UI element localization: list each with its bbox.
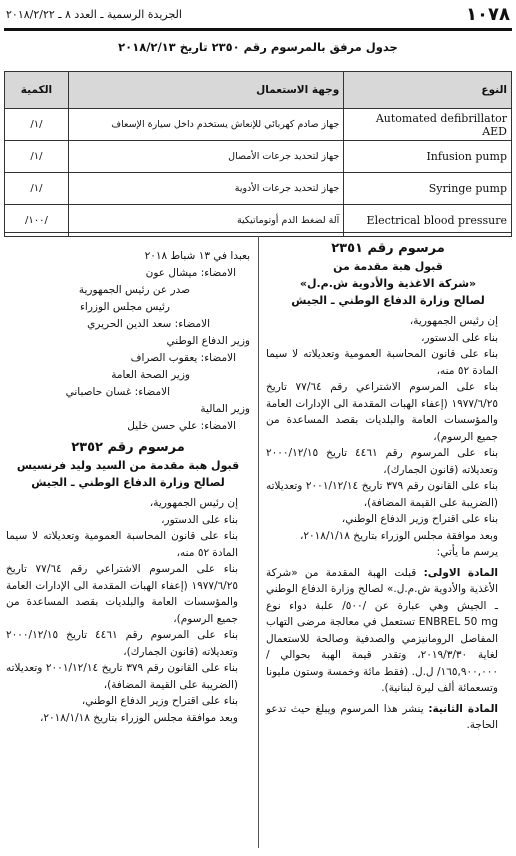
paragraph: بناء على المرسوم الاشتراعي رقم ٧٧/٦٤ تاريخ ١٩٧٧/٦/٢٥ (إعفاء الهبات المقدمة الى الإدارات العامة والمؤسسات العامة والبلديات بقصد المساعدة من جميع الرسوم)، bbox=[266, 381, 498, 443]
header-qty: الكمية bbox=[5, 72, 69, 109]
cell-qty: /١٠٠/ bbox=[25, 215, 48, 226]
paragraph: وبعد موافقة مجلس الوزراء بتاريخ ٢٠١٨/١/١٨، bbox=[300, 529, 498, 542]
decree-title-line: لصالح وزارة الدفاع الوطني ـ الجيش bbox=[291, 294, 485, 307]
paragraph: بناء على قانون المحاسبة العمومية وتعديلاته لا سيما المادة ٥٢ منه، bbox=[6, 530, 238, 559]
left-column bbox=[6, 248, 250, 726]
cell-type: Infusion pump bbox=[426, 150, 507, 163]
signature-line: وزير الصحة العامة bbox=[111, 369, 190, 381]
article-2 bbox=[266, 701, 510, 734]
signature-line: الامضاء: يعقوب الصراف bbox=[130, 352, 236, 364]
cell-qty: /١/ bbox=[30, 151, 43, 162]
paragraph: بناء على اقتراح وزير الدفاع الوطني، bbox=[341, 513, 498, 525]
table-title: جدول مرفق بالمرسوم رقم ٢٣٥٠ تاريخ ٢٠١٨/٢/١٣ bbox=[118, 40, 398, 54]
paragraph: وبعد موافقة مجلس الوزراء بتاريخ ٢٠١٨/١/١٨، bbox=[40, 711, 238, 724]
decree-number: مرسوم رقم ٢٣٥١ bbox=[331, 241, 445, 256]
article-1 bbox=[266, 565, 510, 697]
cell-type: Electrical blood pressure bbox=[366, 214, 507, 227]
decree-title-line: لصالح وزارة الدفاع الوطني ـ الجيش bbox=[31, 476, 225, 489]
decree-title-line: قبول هبة مقدمة من bbox=[333, 260, 443, 273]
table-row bbox=[5, 141, 512, 173]
cell-type: Automated defibrillator AED bbox=[375, 111, 507, 138]
signature-line: الامضاء: غسان حاصباني bbox=[65, 386, 170, 398]
header-type: النوع bbox=[344, 72, 512, 109]
section-rule bbox=[4, 232, 512, 233]
decree-title-line: «شركة الاغذية والأدوية ش.م.ل» bbox=[299, 277, 477, 290]
paragraph: يرسم ما يأتي: bbox=[436, 546, 498, 558]
paragraph: بناء على المرسوم رقم ٤٤٦١ تاريخ ٢٠٠٠/١٢/١٥ وتعديلاته (قانون الجمارك)، bbox=[266, 447, 498, 476]
signature-line: الامضاء: ميشال عون bbox=[145, 267, 236, 279]
cell-type: Syringe pump bbox=[428, 182, 507, 195]
signature-line: الامضاء: علي حسن خليل bbox=[127, 420, 236, 432]
header-rule bbox=[4, 28, 512, 31]
signature-line: الامضاء: سعد الدين الحريري bbox=[87, 318, 210, 330]
paragraph: بناء على المرسوم رقم ٤٤٦١ تاريخ ٢٠٠٠/١٢/١٥ وتعديلاته (قانون الجمارك)، bbox=[6, 629, 238, 658]
cell-use: جهاز لتحديد جرعات الأمصال bbox=[68, 141, 343, 173]
header-use: وجهة الاستعمال bbox=[68, 72, 343, 109]
gazette-issue-line: الجريدة الرسمية ـ العدد ٨ ـ ٢٠١٨/٢/٢٢ bbox=[6, 8, 182, 21]
signature-date: بعبدا في ١٣ شباط ٢٠١٨ bbox=[144, 250, 250, 262]
signature-line: رئيس مجلس الوزراء bbox=[79, 301, 170, 313]
paragraph: بناء على اقتراح وزير الدفاع الوطني، bbox=[81, 695, 238, 707]
article-label: المادة الثانية: bbox=[428, 702, 498, 715]
paragraph: بناء على المرسوم الاشتراعي رقم ٧٧/٦٤ تاريخ ١٩٧٧/٦/٢٥ (إعفاء الهبات المقدمة الى الإدارات العامة والمؤسسات العامة والبلديات بقصد المساعدة من جميع الرسوم)، bbox=[6, 563, 238, 625]
paragraph: بناء على القانون رقم ٣٧٩ تاريخ ٢٠٠١/١٢/١٤ وتعديلاته (الضريبة على القيمة المضافة)، bbox=[6, 662, 238, 691]
paragraph: بناء على الدستور، bbox=[161, 513, 238, 526]
table-header-row bbox=[5, 72, 512, 109]
cell-use: جهاز لتحديد جرعات الأدوية bbox=[68, 173, 343, 205]
paragraph: بناء على القانون رقم ٣٧٩ تاريخ ٢٠٠١/١٢/١٤ وتعديلاته (الضريبة على القيمة المضافة)، bbox=[266, 480, 498, 509]
equipment-table bbox=[4, 71, 512, 237]
signature-line: وزير المالية bbox=[200, 403, 250, 415]
paragraph: بناء على الدستور، bbox=[421, 331, 498, 344]
article-text: ينشر هذا المرسوم ويبلغ حيث تدعو الحاجة. bbox=[266, 702, 498, 731]
signature-line: وزير الدفاع الوطني bbox=[166, 335, 250, 347]
table-row bbox=[5, 109, 512, 141]
paragraph: إن رئيس الجمهورية، bbox=[409, 315, 498, 327]
page-number: ١٠٧٨ bbox=[466, 4, 510, 25]
signature-line: صدر عن رئيس الجمهورية bbox=[78, 284, 190, 296]
paragraph: بناء على قانون المحاسبة العمومية وتعديلاته لا سيما المادة ٥٢ منه، bbox=[266, 348, 498, 377]
article-label: المادة الاولى: bbox=[423, 566, 498, 579]
cell-qty: /١/ bbox=[30, 183, 43, 194]
decree-number: مرسوم رقم ٢٣٥٢ bbox=[71, 440, 185, 455]
cell-qty: /١/ bbox=[30, 119, 43, 130]
decree-2351 bbox=[266, 240, 510, 734]
cell-use: آلة لضغط الدم أوتوماتيكية bbox=[68, 205, 343, 237]
article-text: قبلت الهبة المقدمة من «شركة الأغذية والأدوية ش.م.ل.» لصالح وزارة الدفاع الوطني ـ الجيش وهي عبارة عن /٥٠٠/ علبة دواء نوع ENBREL 50 mg تستعمل في معالجة مرضى التهاب المفاصل الرومانيزمي والصدفية وصالحة للاستعمال لغاية ٢٠١٩/٣/٣٠، وتقدر قيمة الهبة بحوالي /١٦٥,٩٠٠,٠٠٠/ ل.ل. (فقط مائة وخمسة وستون مليونا وتسعمائة ألف ليرة لبنانية). bbox=[266, 566, 498, 694]
page-header bbox=[6, 4, 510, 26]
column-divider bbox=[258, 236, 259, 848]
cell-use: جهاز صادم كهربائي للإنعاش يستخدم داخل سيارة الإسعاف bbox=[68, 109, 343, 141]
table-row bbox=[5, 173, 512, 205]
decree-title-line: قبول هبة مقدمة من السيد وليد فرنسيس bbox=[16, 459, 240, 472]
paragraph: إن رئيس الجمهورية، bbox=[149, 497, 238, 509]
